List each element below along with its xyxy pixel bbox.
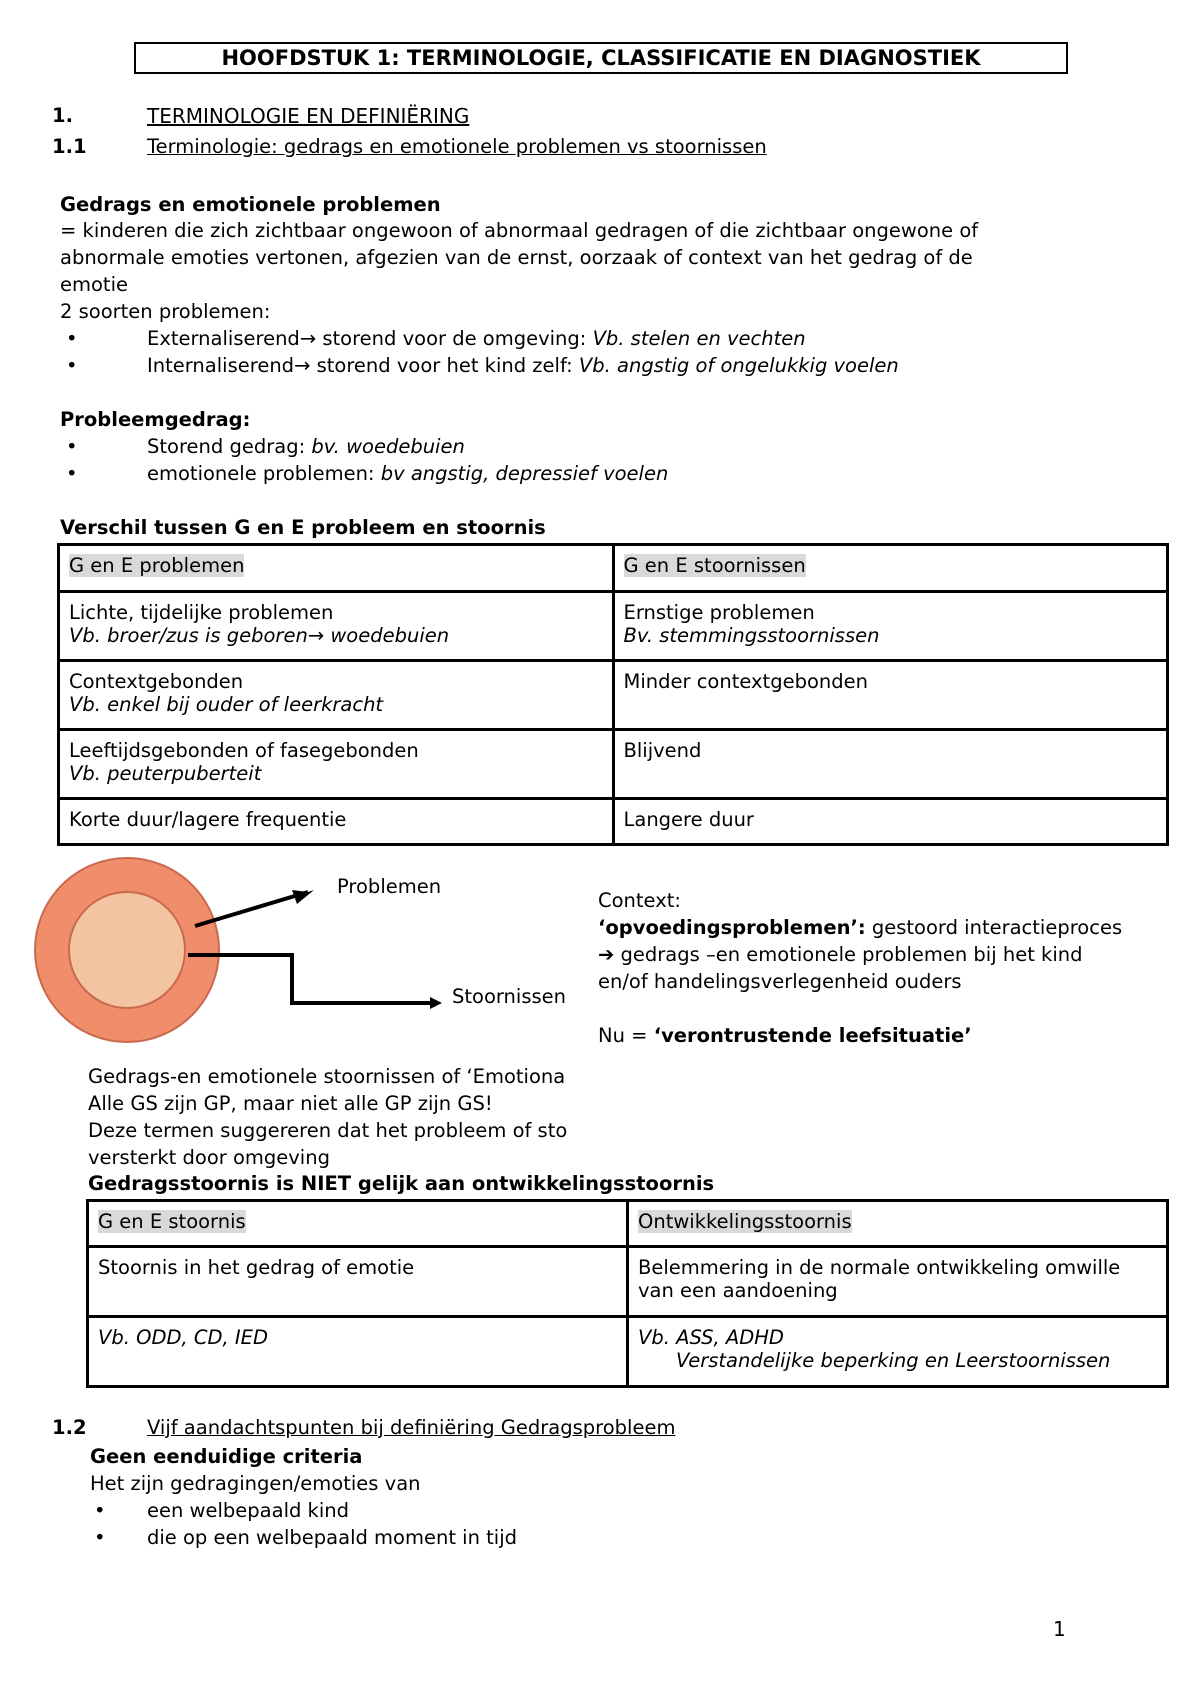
definition-line: emotie [60, 273, 128, 296]
bullet-icon: • [66, 435, 78, 458]
table-header: G en E stoornis [88, 1201, 628, 1247]
heading-1-2-text: Vijf aandachtspunten bij definiëring Gedragsprobleem [147, 1416, 676, 1439]
table-cell: Vb. ASS, ADHD Verstandelijke beperking en Leerstoornissen [628, 1317, 1168, 1387]
list-item: Externaliserend→ storend voor de omgeving: Vb. stelen en vechten [147, 327, 806, 350]
bullet-icon: • [94, 1526, 106, 1549]
definition-line: abnormale emoties vertonen, afgezien van de ernst, oorzaak of context van het gedrag of de [60, 246, 973, 269]
comparison-table-2 [86, 1199, 1169, 1388]
arrow-to-problemen [195, 892, 308, 926]
table-header: Ontwikkelingsstoornis [628, 1201, 1168, 1247]
context-line: ➔ gedrags –en emotionele problemen bij het kind [598, 943, 1083, 966]
table-row [59, 592, 1168, 661]
heading-1-2-number: 1.2 [52, 1416, 87, 1439]
text-line: Alle GS zijn GP, maar niet alle GP zijn GS! [88, 1092, 493, 1115]
context-line: Nu = ‘verontrustende leefsituatie’ [598, 1024, 972, 1047]
comparison-table-1 [57, 543, 1169, 846]
table-cell: Leeftijdsgebonden of fasegebonden Vb. peuterpuberteit [59, 730, 614, 799]
heading-1-1-text: Terminologie: gedrags en emotionele problemen vs stoornissen [147, 135, 767, 158]
bullet-icon: • [66, 462, 78, 485]
text-line: Deze termen suggereren dat het probleem of sto [88, 1119, 568, 1142]
section-criteria-title: Geen eenduidige criteria [90, 1445, 363, 1468]
table-row [88, 1317, 1168, 1387]
context-line: ‘opvoedingsproblemen’: gestoord interactieproces [598, 916, 1123, 939]
table-cell: Langere duur [613, 799, 1168, 845]
text-line: Gedrags-en emotionele stoornissen of ‘Emotiona [88, 1065, 566, 1088]
list-item: Internaliserend→ storend voor het kind zelf: Vb. angstig of ongelukkig voelen [147, 354, 899, 377]
list-item: Storend gedrag: bv. woedebuien [147, 435, 465, 458]
page-title: HOOFDSTUK 1: TERMINOLOGIE, CLASSIFICATIE EN DIAGNOSTIEK [134, 42, 1068, 74]
context-line: en/of handelingsverlegenheid ouders [598, 970, 962, 993]
label-problemen: Problemen [337, 875, 442, 898]
table-cell: Lichte, tijdelijke problemen Vb. broer/zus is geboren→ woedebuien [59, 592, 614, 661]
stoornissen-text-block [88, 1063, 583, 1171]
table-cell: Stoornis in het gedrag of emotie [88, 1247, 628, 1317]
table-cell: Contextgebonden Vb. enkel bij ouder of leerkracht [59, 661, 614, 730]
list-item: die op een welbepaald moment in tijd [147, 1526, 518, 1549]
table-header: G en E stoornissen [613, 545, 1168, 592]
context-label: Context: [598, 889, 681, 912]
table-row [59, 799, 1168, 845]
table-cell: Belemmering in de normale ontwikkeling omwille van een aandoening [628, 1247, 1168, 1317]
page-number: 1 [1053, 1617, 1066, 1641]
list-item: een welbepaald kind [147, 1499, 350, 1522]
arrowhead-icon [292, 890, 314, 904]
section-probleem-title: Probleemgedrag: [60, 408, 251, 431]
list-item: emotionele problemen: bv angstig, depressief voelen [147, 462, 669, 485]
table-cell: Vb. ODD, CD, IED [88, 1317, 628, 1387]
table-cell: Korte duur/lagere frequentie [59, 799, 614, 845]
heading-1-1-number: 1.1 [52, 135, 87, 158]
heading-1-number: 1. [52, 104, 73, 127]
table-row [59, 661, 1168, 730]
table-1-caption: Verschil tussen G en E probleem en stoornis [60, 516, 546, 539]
table-cell: Blijvend [613, 730, 1168, 799]
definition-line: = kinderen die zich zichtbaar ongewoon of abnormaal gedragen of die zichtbaar ongewone of [60, 219, 979, 242]
bullet-icon: • [66, 327, 78, 350]
bullet-icon: • [94, 1499, 106, 1522]
table-row [59, 730, 1168, 799]
arrowhead-icon [430, 997, 442, 1009]
section-gep-title: Gedrags en emotionele problemen [60, 193, 441, 216]
heading-1-text: TERMINOLOGIE EN DEFINIËRING [147, 104, 470, 128]
label-stoornissen: Stoornissen [452, 985, 567, 1008]
arrow-to-stoornissen [188, 955, 430, 1003]
bullet-icon: • [66, 354, 78, 377]
types-label: 2 soorten problemen: [60, 300, 271, 323]
table-header: G en E problemen [59, 545, 614, 592]
section-criteria-intro: Het zijn gedragingen/emoties van [90, 1472, 421, 1495]
table-row [88, 1247, 1168, 1317]
table-cell: Minder contextgebonden [613, 661, 1168, 730]
bold-statement: Gedragsstoornis is NIET gelijk aan ontwikkelingsstoornis [88, 1172, 715, 1195]
disorders-inner-circle [69, 892, 185, 1008]
text-line: versterkt door omgeving [88, 1146, 330, 1169]
table-cell: Ernstige problemen Bv. stemmingsstoornissen [613, 592, 1168, 661]
